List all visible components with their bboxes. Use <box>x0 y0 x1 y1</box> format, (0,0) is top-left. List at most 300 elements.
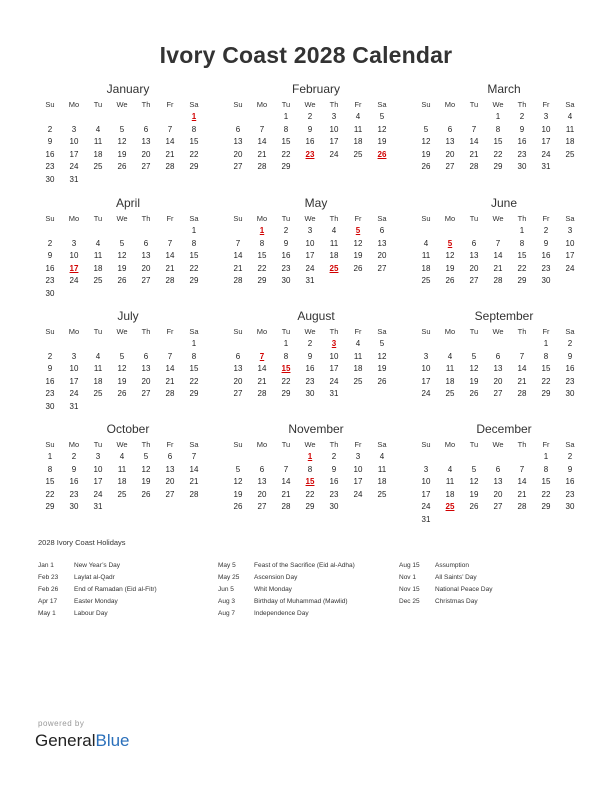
day-cell: 16 <box>45 149 55 159</box>
powered-by-text: powered by <box>38 719 85 728</box>
week-row <box>414 149 582 162</box>
holiday-name: Easter Monday <box>74 598 118 605</box>
day-cell: 12 <box>141 464 151 474</box>
week-row <box>414 225 582 238</box>
day-cell: 16 <box>565 364 575 374</box>
day-cell: 4 <box>119 452 125 461</box>
weekday-header <box>38 99 206 111</box>
page-title: Ivory Coast 2028 Calendar <box>159 42 453 68</box>
holiday-date: Feb 23 <box>38 574 59 581</box>
day-cell: 8 <box>495 124 501 134</box>
day-cell: 24 <box>421 389 431 399</box>
day-cell: 15 <box>189 137 199 147</box>
day-cell <box>558 161 582 174</box>
day-cell: 5 <box>119 124 125 134</box>
day-cell: 22 <box>189 149 199 159</box>
weekday-header <box>414 99 582 111</box>
week-row <box>38 489 206 502</box>
day-cell: 17 <box>353 477 363 487</box>
day-cell <box>346 388 370 401</box>
holiday-item <box>38 608 157 620</box>
day-cell <box>86 225 110 238</box>
day-cell: 23 <box>565 376 575 386</box>
day-cell: 9 <box>47 364 53 374</box>
day-cell: 16 <box>45 376 55 386</box>
holiday-date: May 25 <box>218 574 240 581</box>
week-row <box>226 111 394 124</box>
day-cell: 23 <box>281 263 291 273</box>
day-cell: 8 <box>283 124 289 134</box>
month-october <box>38 422 206 514</box>
holiday-date: Nov 15 <box>399 586 420 593</box>
day-cell <box>226 338 250 351</box>
week-row <box>38 351 206 364</box>
holiday-name: Labour Day <box>74 610 108 617</box>
month-name: May <box>304 196 328 210</box>
holiday-name: National Peace Day <box>435 586 493 593</box>
day-cell <box>346 275 370 288</box>
day-cell: 22 <box>541 489 551 499</box>
day-cell <box>510 514 534 527</box>
day-cell: 30 <box>281 276 291 286</box>
day-cell: 22 <box>305 489 315 499</box>
day-cell: 4 <box>423 238 429 248</box>
day-cell: 1 <box>519 226 525 235</box>
day-cell <box>486 514 510 527</box>
day-cell: 21 <box>281 489 291 499</box>
generalblue-logo[interactable] <box>35 731 130 751</box>
day-cell: 7 <box>495 238 501 248</box>
day-cell <box>158 111 182 124</box>
day-cell: 26 <box>233 502 243 512</box>
day-cell <box>298 161 322 174</box>
day-cell: 24 <box>69 276 79 286</box>
day-cell: 16 <box>329 477 339 487</box>
day-cell: 8 <box>259 238 265 248</box>
day-cell: 14 <box>517 477 527 487</box>
weekday-label: Th <box>141 327 151 336</box>
day-cell: 3 <box>355 452 361 461</box>
weekday-label: Fr <box>542 214 550 223</box>
day-cell: 27 <box>141 276 151 286</box>
day-cell: 13 <box>493 364 503 374</box>
day-cell: 20 <box>141 376 151 386</box>
day-cell: 5 <box>143 452 149 461</box>
day-cell: 13 <box>141 364 151 374</box>
day-cell: 28 <box>517 502 527 512</box>
day-cell: 23 <box>517 149 527 159</box>
holiday-column <box>399 560 492 608</box>
holiday-date: Nov 1 <box>399 574 416 581</box>
day-cell: 25 <box>445 389 455 399</box>
week-row <box>414 489 582 502</box>
day-cell <box>486 225 510 238</box>
day-cell: 29 <box>281 162 291 172</box>
day-cell: 2 <box>283 226 289 235</box>
weekday-label: Tu <box>281 440 291 449</box>
day-cell: 5 <box>447 238 453 248</box>
day-cell: 7 <box>259 124 265 134</box>
day-cell: 12 <box>377 124 387 134</box>
day-cell: 14 <box>165 251 175 261</box>
day-cell <box>462 514 486 527</box>
day-cell: 29 <box>541 502 551 512</box>
day-cell: 4 <box>95 238 101 248</box>
day-cell <box>158 501 182 514</box>
day-cell: 26 <box>377 149 387 159</box>
day-cell: 3 <box>423 351 429 361</box>
week-row <box>414 275 582 288</box>
day-cell: 19 <box>445 263 455 273</box>
day-cell: 15 <box>281 137 291 147</box>
week-row <box>414 238 582 251</box>
holiday-item <box>218 608 355 620</box>
holidays-heading: 2028 Ivory Coast Holidays <box>38 538 126 547</box>
week-row <box>38 464 206 477</box>
weekday-label: Su <box>233 214 243 223</box>
day-cell: 28 <box>493 276 503 286</box>
holiday-item <box>399 584 492 596</box>
day-cell: 29 <box>189 162 199 172</box>
weekday-header <box>226 326 394 338</box>
day-cell: 17 <box>329 364 339 374</box>
day-cell: 27 <box>233 389 243 399</box>
day-cell: 28 <box>165 162 175 172</box>
weekday-label: Fr <box>542 440 550 449</box>
day-cell <box>346 501 370 514</box>
day-cell: 30 <box>329 502 339 512</box>
day-cell: 18 <box>353 137 363 147</box>
day-cell: 20 <box>377 251 387 261</box>
month-april <box>38 196 206 301</box>
day-cell: 7 <box>283 464 289 474</box>
day-cell: 3 <box>543 112 549 121</box>
day-cell: 5 <box>119 238 125 248</box>
day-cell <box>38 338 62 351</box>
day-cell: 27 <box>493 502 503 512</box>
week-row <box>38 161 206 174</box>
day-cell: 12 <box>117 251 127 261</box>
day-cell: 18 <box>421 263 431 273</box>
weekday-label: Tu <box>93 440 103 449</box>
day-cell: 18 <box>93 376 103 386</box>
week-row <box>414 376 582 389</box>
day-cell: 5 <box>119 351 125 361</box>
week-row <box>226 275 394 288</box>
day-cell <box>134 401 158 414</box>
day-cell: 17 <box>305 251 315 261</box>
day-cell <box>38 225 62 238</box>
holiday-name: Laylat al-Qadr <box>74 574 115 581</box>
weekday-label: Tu <box>469 214 479 223</box>
day-cell: 28 <box>165 389 175 399</box>
day-cell: 14 <box>257 364 267 374</box>
day-cell: 21 <box>257 376 267 386</box>
holiday-date: May 5 <box>218 562 236 569</box>
day-cell: 14 <box>257 137 267 147</box>
day-cell: 5 <box>471 464 477 474</box>
day-cell: 19 <box>233 489 243 499</box>
day-cell: 22 <box>541 376 551 386</box>
day-cell: 31 <box>421 514 431 524</box>
day-cell <box>370 501 394 514</box>
holiday-item <box>38 584 157 596</box>
weekday-label: We <box>304 100 316 109</box>
day-cell: 7 <box>167 238 173 248</box>
day-cell <box>158 338 182 351</box>
day-cell: 29 <box>189 389 199 399</box>
day-cell: 6 <box>143 238 149 248</box>
holiday-date: May 1 <box>38 610 56 617</box>
day-cell: 3 <box>423 464 429 474</box>
day-cell: 7 <box>471 124 477 134</box>
weekday-header <box>414 439 582 451</box>
day-cell: 1 <box>283 112 289 121</box>
day-cell: 18 <box>377 477 387 487</box>
day-cell: 4 <box>95 124 101 134</box>
day-cell: 11 <box>565 124 575 134</box>
day-cell: 23 <box>541 263 551 273</box>
day-cell: 18 <box>93 149 103 159</box>
holiday-date: Aug 7 <box>218 610 235 617</box>
month-name: October <box>106 422 150 436</box>
day-cell: 3 <box>567 226 573 235</box>
day-cell: 22 <box>517 263 527 273</box>
holiday-item <box>218 560 355 572</box>
weekday-label: Tu <box>281 214 291 223</box>
day-cell: 16 <box>305 137 315 147</box>
week-row <box>38 111 206 124</box>
day-cell <box>110 401 134 414</box>
day-cell <box>486 338 510 351</box>
weekday-label: Su <box>233 327 243 336</box>
weekday-label: Th <box>141 214 151 223</box>
weekday-label: Su <box>45 214 55 223</box>
holiday-date: Apr 17 <box>38 598 58 605</box>
day-cell: 6 <box>143 351 149 361</box>
day-cell: 19 <box>469 376 479 386</box>
day-cell: 22 <box>189 263 199 273</box>
day-cell: 8 <box>283 351 289 361</box>
day-cell: 29 <box>305 502 315 512</box>
day-cell: 30 <box>565 389 575 399</box>
day-cell: 2 <box>331 452 337 461</box>
week-row <box>38 136 206 149</box>
day-cell: 30 <box>45 174 55 184</box>
day-cell: 13 <box>233 364 243 374</box>
weekday-label: Fr <box>542 327 550 336</box>
day-cell: 9 <box>567 464 573 474</box>
day-cell <box>462 451 486 464</box>
day-cell: 8 <box>543 464 549 474</box>
day-cell: 2 <box>519 112 525 121</box>
week-row <box>414 514 582 527</box>
day-cell <box>346 161 370 174</box>
logo-blue: Blue <box>95 731 130 750</box>
day-cell: 8 <box>47 464 53 474</box>
day-cell <box>370 388 394 401</box>
day-cell <box>414 111 438 124</box>
day-cell: 23 <box>329 489 339 499</box>
month-february <box>226 82 394 174</box>
weekday-header <box>226 439 394 451</box>
day-cell: 7 <box>259 351 265 361</box>
day-cell: 8 <box>191 351 197 361</box>
weekday-label: Sa <box>189 440 199 449</box>
day-cell: 9 <box>47 251 53 261</box>
week-row <box>38 149 206 162</box>
day-cell: 10 <box>353 464 363 474</box>
day-cell: 3 <box>331 112 337 121</box>
day-cell: 11 <box>445 364 455 374</box>
day-cell <box>182 288 206 301</box>
day-cell <box>438 451 462 464</box>
month-name: August <box>297 309 335 323</box>
day-cell <box>486 451 510 464</box>
day-cell: 17 <box>69 149 79 159</box>
weekday-label: Mo <box>68 440 80 449</box>
week-row <box>38 288 206 301</box>
day-cell: 4 <box>355 112 361 121</box>
day-cell: 26 <box>117 276 127 286</box>
day-cell: 1 <box>191 226 197 235</box>
day-cell: 1 <box>191 339 197 348</box>
weekday-label: Sa <box>565 440 575 449</box>
day-cell: 15 <box>189 251 199 261</box>
weekday-label: Sa <box>565 327 575 336</box>
weekday-label: Su <box>421 100 431 109</box>
week-row <box>414 263 582 276</box>
day-cell: 26 <box>469 389 479 399</box>
day-cell <box>110 338 134 351</box>
day-cell: 23 <box>45 389 55 399</box>
day-cell: 1 <box>307 452 313 461</box>
day-cell: 8 <box>307 464 313 474</box>
day-cell: 23 <box>305 376 315 386</box>
day-cell: 6 <box>471 238 477 248</box>
day-cell: 30 <box>69 502 79 512</box>
day-cell: 23 <box>69 489 79 499</box>
weekday-label: Su <box>421 440 431 449</box>
month-name: April <box>115 196 140 210</box>
day-cell: 21 <box>165 376 175 386</box>
day-cell: 5 <box>379 112 385 121</box>
day-cell: 30 <box>45 401 55 411</box>
weekday-label: We <box>116 440 128 449</box>
day-cell: 11 <box>329 238 339 248</box>
day-cell: 31 <box>69 401 79 411</box>
day-cell <box>438 225 462 238</box>
day-cell: 29 <box>281 389 291 399</box>
day-cell: 14 <box>189 464 199 474</box>
day-cell: 6 <box>259 464 265 474</box>
day-cell: 28 <box>469 162 479 172</box>
weekday-label: Mo <box>68 214 80 223</box>
holiday-name: Ascension Day <box>254 574 298 581</box>
day-cell: 24 <box>69 162 79 172</box>
weekday-header <box>414 326 582 338</box>
day-cell: 5 <box>379 339 385 348</box>
day-cell: 29 <box>541 389 551 399</box>
weekday-label: Th <box>517 100 527 109</box>
weekday-label: Fr <box>354 440 362 449</box>
day-cell: 23 <box>45 162 55 172</box>
weekday-label: Fr <box>354 100 362 109</box>
day-cell: 13 <box>141 251 151 261</box>
day-cell: 24 <box>541 149 551 159</box>
week-row <box>38 250 206 263</box>
week-row <box>414 501 582 514</box>
day-cell <box>274 451 298 464</box>
weekday-label: Fr <box>166 100 174 109</box>
day-cell: 19 <box>141 477 151 487</box>
day-cell <box>110 174 134 187</box>
day-cell <box>370 161 394 174</box>
day-cell <box>110 225 134 238</box>
day-cell: 4 <box>355 339 361 348</box>
day-cell: 28 <box>189 489 199 499</box>
day-cell: 20 <box>493 376 503 386</box>
day-cell <box>62 288 86 301</box>
week-row <box>414 388 582 401</box>
week-row <box>226 464 394 477</box>
week-row <box>226 363 394 376</box>
month-name: January <box>106 82 150 96</box>
day-cell: 21 <box>189 477 199 487</box>
day-cell: 19 <box>377 364 387 374</box>
weekday-label: Mo <box>444 100 456 109</box>
day-cell: 20 <box>233 376 243 386</box>
day-cell <box>134 225 158 238</box>
weekday-label: Mo <box>444 440 456 449</box>
weekday-label: Sa <box>377 214 387 223</box>
day-cell <box>110 111 134 124</box>
day-cell <box>62 225 86 238</box>
day-cell: 4 <box>447 351 453 361</box>
day-cell: 8 <box>191 124 197 134</box>
day-cell: 21 <box>469 149 479 159</box>
day-cell: 13 <box>493 477 503 487</box>
week-row <box>226 338 394 351</box>
week-row <box>226 225 394 238</box>
day-cell: 27 <box>233 162 243 172</box>
holiday-column <box>38 560 157 620</box>
holiday-date: Dec 25 <box>399 598 420 605</box>
day-cell: 3 <box>71 238 77 248</box>
day-cell: 14 <box>517 364 527 374</box>
day-cell: 12 <box>233 477 243 487</box>
day-cell: 25 <box>377 489 387 499</box>
weekday-label: Sa <box>189 214 199 223</box>
day-cell <box>510 338 534 351</box>
weekday-label: Th <box>517 214 527 223</box>
weekday-label: We <box>116 327 128 336</box>
day-cell: 21 <box>233 263 243 273</box>
day-cell: 1 <box>543 452 549 461</box>
weekday-label: We <box>492 440 504 449</box>
day-cell: 6 <box>235 124 241 134</box>
day-cell: 19 <box>469 489 479 499</box>
day-cell: 22 <box>45 489 55 499</box>
week-row <box>38 501 206 514</box>
weekday-label: Tu <box>93 100 103 109</box>
day-cell: 8 <box>519 238 525 248</box>
holiday-item <box>218 596 355 608</box>
day-cell: 9 <box>71 464 77 474</box>
weekday-label: Th <box>329 100 339 109</box>
day-cell: 25 <box>421 276 431 286</box>
day-cell: 29 <box>493 162 503 172</box>
